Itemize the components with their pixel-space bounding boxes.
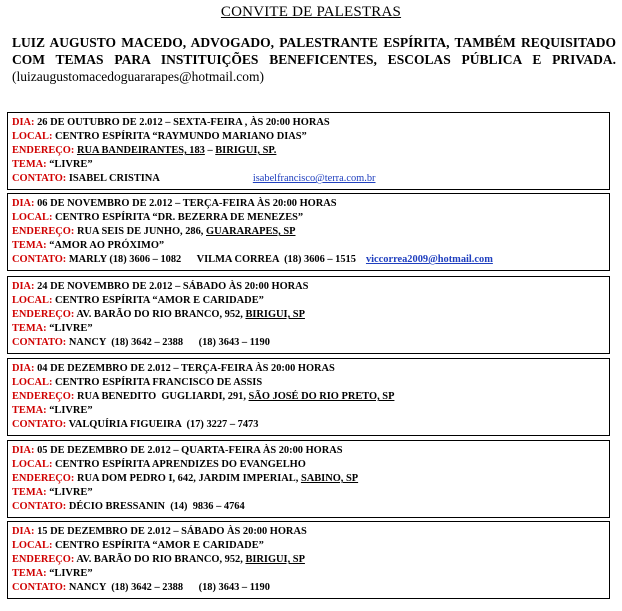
intro-paragraph (12, 34, 616, 85)
event-address-city: BIRIGUI, SP (245, 554, 305, 565)
event-address-city: SÃO JOSÉ DO RIO PRETO, SP (248, 391, 395, 402)
event-address-line (12, 472, 609, 486)
label-dia: DIA: (12, 445, 35, 456)
label-tema: TEMA: (12, 323, 47, 334)
event-address-sep: – (204, 145, 216, 156)
event-address-city: SABINO, SP (300, 473, 359, 484)
label-local: LOCAL: (12, 131, 53, 142)
event-local: CENTRO ESPÍRITA FRANCISCO DE ASSIS (52, 377, 263, 388)
event-theme: “LIVRE” (46, 568, 93, 579)
event-address: RUA SEIS DE JUNHO, 286, (74, 226, 206, 237)
event-theme: “LIVRE” (46, 159, 93, 170)
label-dia: DIA: (12, 117, 35, 128)
event-theme: “LIVRE” (46, 323, 93, 334)
label-endereco: ENDEREÇO: (12, 145, 75, 156)
event-contact: NANCY (18) 3642 – 2388 (18) 3643 – 1190 (66, 582, 270, 593)
label-tema: TEMA: (12, 405, 47, 416)
event-local-line (12, 294, 609, 308)
contact-email-link[interactable]: isabelfrancisco@terra.com.br (252, 173, 376, 184)
event-theme-line (12, 158, 609, 172)
event-date-line (12, 280, 609, 294)
event-date-line (12, 444, 609, 458)
event-local: CENTRO ESPÍRITA “AMOR E CARIDADE” (52, 295, 264, 306)
label-dia: DIA: (12, 526, 35, 537)
event-theme-line (12, 404, 609, 418)
event-date-line (12, 116, 609, 130)
label-contato: CONTATO: (12, 337, 67, 348)
event-contact: NANCY (18) 3642 – 2388 (18) 3643 – 1190 (66, 337, 270, 348)
label-dia: DIA: (12, 363, 35, 374)
event-local-line (12, 458, 609, 472)
event-local: CENTRO ESPÍRITA “DR. BEZERRA DE MENEZES” (52, 212, 304, 223)
label-endereco: ENDEREÇO: (12, 309, 75, 320)
event-local-line (12, 539, 609, 553)
event-contact: VALQUÍRIA FIGUEIRA (17) 3227 – 7473 (66, 419, 259, 430)
event-contact-line (12, 172, 609, 186)
label-contato: CONTATO: (12, 173, 67, 184)
event-date: 26 DE OUTUBRO DE 2.012 – SEXTA-FEIRA , ÀS 20:00 HORAS (34, 117, 330, 128)
event-date: 06 DE NOVEMBRO DE 2.012 – TERÇA-FEIRA ÀS 20:00 HORAS (34, 198, 337, 209)
event-theme: “LIVRE” (46, 405, 93, 416)
event-date-line (12, 362, 609, 376)
event-contact-line (12, 253, 609, 267)
event-contact-line (12, 581, 609, 595)
event-box (7, 276, 610, 354)
event-local: CENTRO ESPÍRITA “RAYMUNDO MARIANO DIAS” (52, 131, 307, 142)
event-contact-line (12, 500, 609, 514)
label-contato: CONTATO: (12, 501, 67, 512)
event-local-line (12, 211, 609, 225)
event-date: 24 DE NOVEMBRO DE 2.012 – SÁBADO ÀS 20:00 HORAS (34, 281, 309, 292)
page-title: CONVITE DE PALESTRAS (220, 4, 402, 20)
event-address: AV. BARÃO DO RIO BRANCO, 952, (74, 309, 246, 320)
event-date-line (12, 525, 609, 539)
label-contato: CONTATO: (12, 254, 67, 265)
event-theme: “LIVRE” (46, 487, 93, 498)
event-box (7, 440, 610, 518)
label-dia: DIA: (12, 198, 35, 209)
label-tema: TEMA: (12, 487, 47, 498)
contact-email-link[interactable]: viccorrea2009@hotmail.com (365, 254, 493, 265)
event-date: 04 DE DEZEMBRO DE 2.012 – TERÇA-FEIRA ÀS 20:00 HORAS (34, 363, 335, 374)
event-contact-line (12, 418, 609, 432)
label-endereco: ENDEREÇO: (12, 391, 75, 402)
event-date: 05 DE DEZEMBRO DE 2.012 – QUARTA-FEIRA ÀS 20:00 HORAS (34, 445, 343, 456)
event-theme-line (12, 567, 609, 581)
label-tema: TEMA: (12, 568, 47, 579)
event-address-city: BIRIGUI, SP. (215, 145, 277, 156)
event-address-street: RUA BANDEIRANTES, 183 (76, 145, 205, 156)
event-theme-line (12, 486, 609, 500)
event-contact: DÉCIO BRESSANIN (14) 9836 – 4764 (66, 501, 245, 512)
event-address: AV. BARÃO DO RIO BRANCO, 952, (74, 554, 246, 565)
label-local: LOCAL: (12, 295, 53, 306)
event-address-line (12, 225, 609, 239)
event-local-line (12, 130, 609, 144)
event-box (7, 112, 610, 190)
label-contato: CONTATO: (12, 419, 67, 430)
event-contact: MARLY (18) 3606 – 1082 VILMA CORREA (18) 3606 – 1515 (66, 254, 356, 265)
label-endereco: ENDEREÇO: (12, 473, 75, 484)
event-address: RUA BENEDITO GUGLIARDI, 291, (74, 391, 249, 402)
intro-email: (luizaugustomacedoguararapes@hotmail.com) (12, 69, 264, 84)
label-local: LOCAL: (12, 459, 53, 470)
event-theme: “AMOR AO PRÓXIMO” (46, 240, 165, 251)
event-box (7, 521, 610, 599)
event-address-city: GUARARAPES, SP (206, 226, 296, 237)
event-address-city: BIRIGUI, SP (245, 309, 305, 320)
label-tema: TEMA: (12, 159, 47, 170)
label-endereco: ENDEREÇO: (12, 226, 75, 237)
event-contact: ISABEL CRISTINA (66, 173, 160, 184)
label-endereco: ENDEREÇO: (12, 554, 75, 565)
event-local-line (12, 376, 609, 390)
event-address-line (12, 553, 609, 567)
event-local: CENTRO ESPÍRITA “AMOR E CARIDADE” (52, 540, 264, 551)
label-local: LOCAL: (12, 212, 53, 223)
event-date: 15 DE DEZEMBRO DE 2.012 – SÁBADO ÀS 20:00 HORAS (34, 526, 307, 537)
event-local: CENTRO ESPÍRITA APRENDIZES DO EVANGELHO (52, 459, 306, 470)
event-theme-line (12, 239, 609, 253)
label-contato: CONTATO: (12, 582, 67, 593)
label-dia: DIA: (12, 281, 35, 292)
event-box (7, 193, 610, 271)
label-local: LOCAL: (12, 540, 53, 551)
event-contact-line (12, 336, 609, 350)
event-date-line (12, 197, 609, 211)
event-address: RUA DOM PEDRO I, 642, JARDIM IMPERIAL, (74, 473, 301, 484)
event-address-line (12, 390, 609, 404)
event-address-line (12, 144, 609, 158)
intro-text: LUIZ AUGUSTO MACEDO, ADVOGADO, PALESTRANTE ESPÍRITA, TAMBÉM REQUISITADO COM TEMAS PARA INSTITUIÇÕES BENEFICENTES, ESCOLAS PÚBLICA E PRIVADA. (12, 35, 616, 67)
event-address-line (12, 308, 609, 322)
event-box (7, 358, 610, 436)
event-theme-line (12, 322, 609, 336)
label-local: LOCAL: (12, 377, 53, 388)
label-tema: TEMA: (12, 240, 47, 251)
